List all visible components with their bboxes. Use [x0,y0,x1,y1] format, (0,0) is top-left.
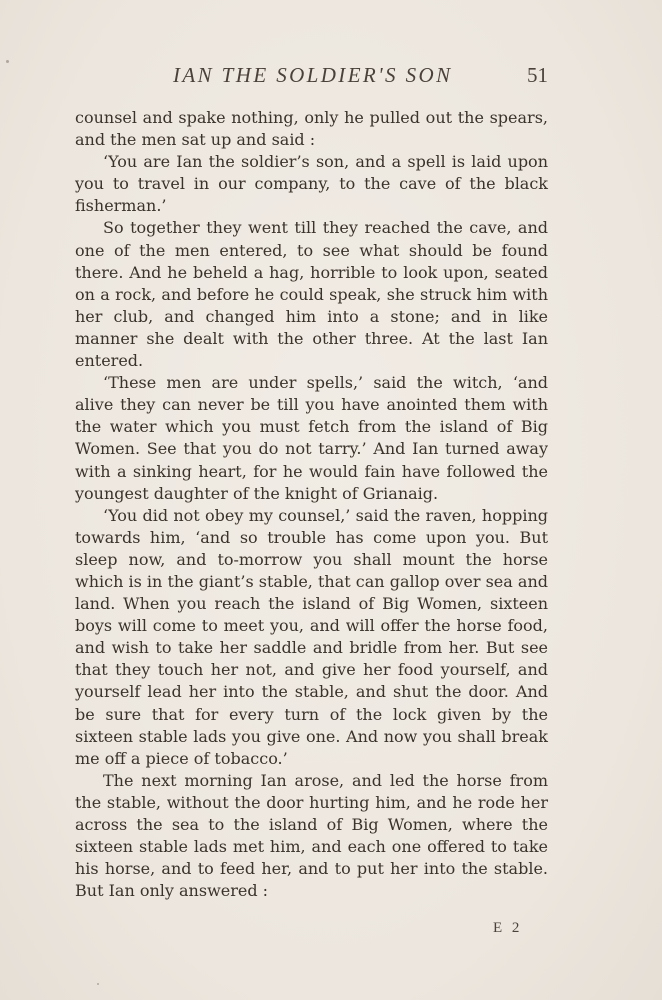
paragraph: ‘These men are under spells,’ said the witch, ‘and alive they can never be till you have anointed them with the water which you must fetch from the island of Big Women. See that you do not tarry.’ And Ian turned away with a sinking heart, for he would fain have followed the youngest daughter of the knight of Grianaig. [75,373,548,503]
body-text [75,107,548,902]
paragraph: The next morning Ian arose, and led the horse from the stable, without the door hurting him, and he rode her across the sea to the island of Big Women, where the sixteen stable lads met him, and each one offered to take his horse, and to feed her, and to put her into the stable. But Ian only answered : [75,770,548,901]
page-speck [6,60,9,63]
running-head [75,63,548,93]
page-speck [97,983,99,985]
paragraph: ‘You are Ian the soldier’s son, and a spell is laid upon you to travel in our company, to the cave of the black fisherman.’ [75,152,548,216]
paragraph: So together they went till they reached the cave, and one of the men entered, to see what should be found there. And he beheld a hag, horrible to look upon, seated on a rock, and before he could speak, she struck him with her club, and changed him into a stone; and in like manner she dealt with the other three. At the last Ian entered. [75,218,548,371]
paragraph: ‘You did not obey my counsel,’ said the raven, hopping towards him, ‘and so trouble has come upon you. But sleep now, and to-morrow you shall mount the horse which is in the giant’s stable, that can gallop over sea and land. When you reach the island of Big Women, sixteen boys will come to meet you, and will offer the horse food, and wish to take her saddle and bridle from her. But see that they touch her not, and give her food yourself, and yourself lead her into the stable, and shut the door. And be sure that for every turn of the lock given by the sixteen stable lads you give one. And now you shall break me off a piece of tobacco.’ [75,505,548,768]
signature-mark: E 2 [493,920,523,936]
paragraph: counsel and spake nothing, only he pulled out the spears, and the men sat up and said : [75,108,548,150]
page-number: 51 [527,63,548,87]
running-title: IAN THE SOLDIER'S SON [173,63,453,87]
